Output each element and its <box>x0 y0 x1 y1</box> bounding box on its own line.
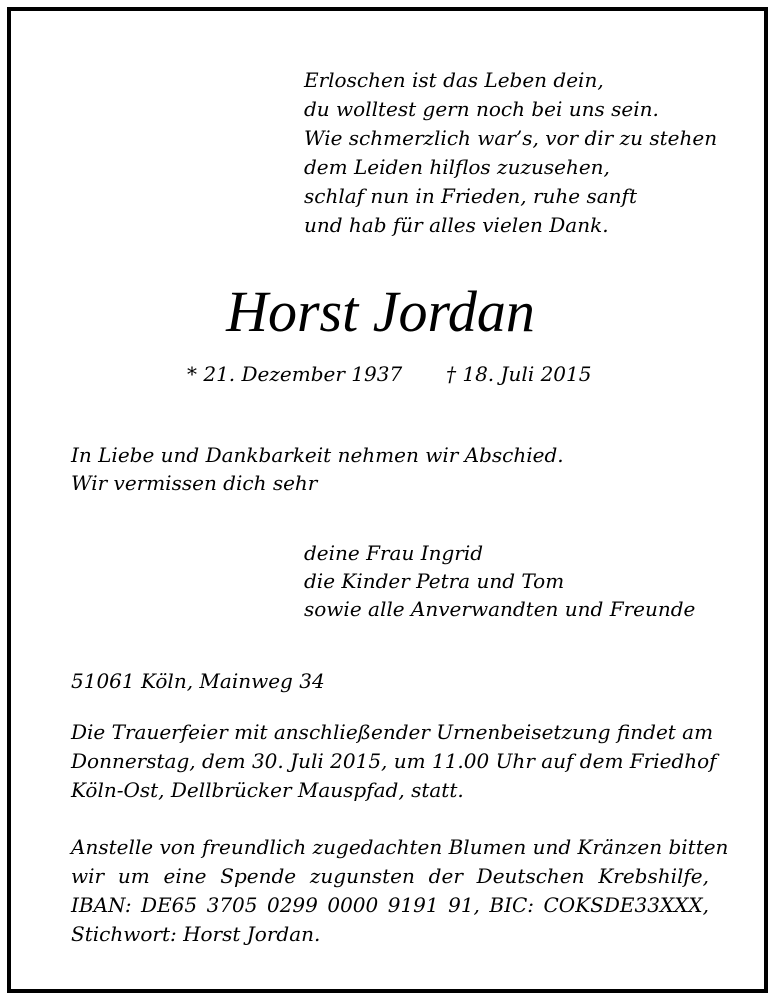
donation-line: Anstelle von freundlich zugedachten Blumen und Kränzen bitten <box>71 835 729 859</box>
poem-line: und hab für alles vielen Dank. <box>304 213 609 237</box>
funeral-line: Köln-Ost, Dellbrücker Mauspfad, statt. <box>71 778 464 802</box>
farewell-line: In Liebe und Dankbarkeit nehmen wir Abschied. <box>71 443 564 467</box>
funeral-line: Die Trauerfeier mit anschließender Urnenbeisetzung findet am <box>71 720 714 744</box>
mourner-line: deine Frau Ingrid <box>304 541 484 565</box>
family-address: 51061 Köln, Mainweg 34 <box>71 669 325 693</box>
obituary-notice <box>7 7 768 993</box>
donation-line: wir um eine Spende zugunsten der Deutschen Krebshilfe, <box>71 864 709 888</box>
poem-line: schlaf nun in Frieden, ruhe sanft <box>304 184 637 208</box>
farewell-message <box>71 441 564 497</box>
mourner-line: die Kinder Petra und Tom <box>304 569 565 593</box>
birth-date: * 21. Dezember 1937 <box>187 362 403 386</box>
mourners-list <box>304 539 695 623</box>
donation-line: Stichwort: Horst Jordan. <box>71 922 321 946</box>
deceased-name: Horst Jordan <box>226 279 535 344</box>
poem-line: Wie schmerzlich war’s, vor dir zu stehen <box>304 126 718 150</box>
memorial-poem <box>304 66 717 240</box>
poem-line: Erloschen ist das Leben dein, <box>304 68 604 92</box>
donation-line: IBAN: DE65 3705 0299 0000 9191 91, BIC: COKSDE33XXX, <box>71 893 709 917</box>
poem-line: dem Leiden hilflos zuzusehen, <box>304 155 610 179</box>
donation-request <box>71 833 729 949</box>
funeral-details <box>71 718 717 805</box>
death-date: † 18. Juli 2015 <box>446 362 592 386</box>
mourner-line: sowie alle Anverwandten und Freunde <box>304 597 696 621</box>
funeral-line: Donnerstag, dem 30. Juli 2015, um 11.00 Uhr auf dem Friedhof <box>71 749 717 773</box>
farewell-line: Wir vermissen dich sehr <box>71 471 318 495</box>
poem-line: du wolltest gern noch bei uns sein. <box>304 97 659 121</box>
